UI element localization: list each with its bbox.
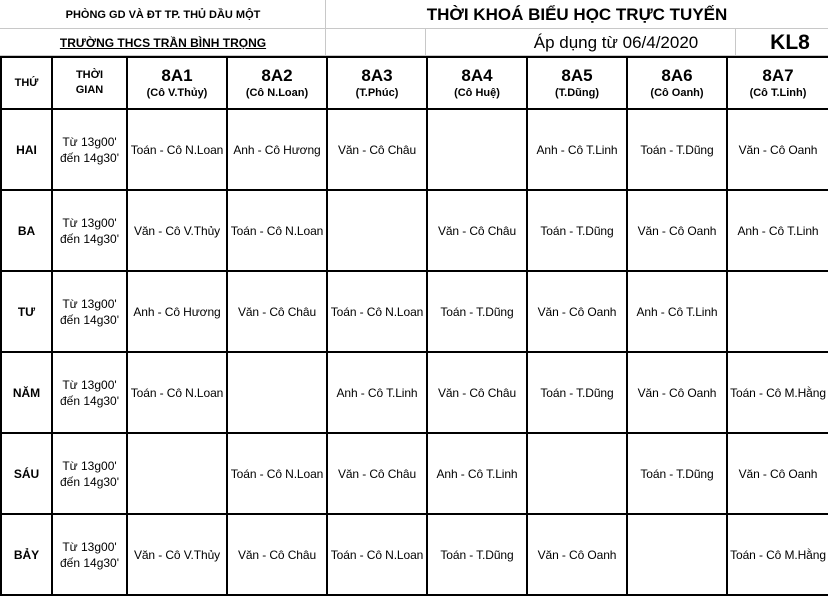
class-name: 8A5	[561, 66, 593, 85]
lesson-cell: Toán - Cô N.Loan	[327, 271, 427, 352]
lesson-cell: Toán - T.Dũng	[427, 271, 527, 352]
lesson-cell: Toán - T.Dũng	[627, 433, 727, 514]
lesson-cell: Văn - Cô Châu	[327, 433, 427, 514]
table-row	[1, 514, 828, 595]
lesson-cell: Toán - Cô N.Loan	[127, 109, 227, 190]
time-range	[52, 514, 127, 595]
lesson-cell: Toán - T.Dũng	[427, 514, 527, 595]
class-teacher: (T.Dũng)	[555, 87, 599, 99]
time-end: đến 14g30'	[59, 150, 119, 165]
class-name: 8A6	[661, 66, 693, 85]
class-column-header	[527, 57, 627, 109]
lesson-cell	[427, 109, 527, 190]
lesson-cell	[227, 352, 327, 433]
class-column-header	[627, 57, 727, 109]
grade-code: KL8	[770, 30, 810, 54]
department-name: PHÒNG GD VÀ ĐT TP. THỦ DẦU MỘT	[65, 8, 261, 21]
time-end: đến 14g30'	[59, 393, 119, 408]
class-name: 8A1	[161, 66, 193, 85]
lesson-cell: Văn - Cô Châu	[227, 271, 327, 352]
lesson-cell: Toán - T.Dũng	[527, 352, 627, 433]
class-column-header	[327, 57, 427, 109]
time-start: Từ 13g00'	[62, 215, 117, 230]
lesson-cell: Văn - Cô Oanh	[527, 271, 627, 352]
class-name: 8A2	[261, 66, 293, 85]
time-column-header	[52, 57, 127, 109]
lesson-cell: Văn - Cô Châu	[327, 109, 427, 190]
time-start: Từ 13g00'	[62, 377, 117, 392]
lesson-cell: Văn - Cô Châu	[427, 352, 527, 433]
lesson-cell: Văn - Cô Oanh	[527, 514, 627, 595]
timetable-body	[1, 109, 828, 595]
class-column-header	[727, 57, 828, 109]
time-end: đến 14g30'	[59, 555, 119, 570]
class-name: 8A3	[361, 66, 393, 85]
time-range	[52, 109, 127, 190]
class-teacher: (Cô V.Thủy)	[146, 87, 208, 99]
table-row	[1, 109, 828, 190]
time-start: Từ 13g00'	[62, 458, 117, 473]
lesson-cell: Văn - Cô Châu	[227, 514, 327, 595]
table-row	[1, 271, 828, 352]
time-header-line: THỜI	[75, 69, 104, 81]
day-label: BA	[1, 190, 52, 271]
class-teacher: (Cô Oanh)	[650, 87, 704, 99]
time-header-line: GIAN	[75, 84, 104, 96]
lesson-cell: Văn - Cô Oanh	[727, 109, 828, 190]
time-end: đến 14g30'	[59, 312, 119, 327]
class-column-header	[227, 57, 327, 109]
day-label: NĂM	[1, 352, 52, 433]
lesson-cell: Toán - Cô N.Loan	[227, 433, 327, 514]
lesson-cell	[327, 190, 427, 271]
time-range	[52, 433, 127, 514]
time-end: đến 14g30'	[59, 231, 119, 246]
time-end: đến 14g30'	[59, 474, 119, 489]
lesson-cell: Anh - Cô T.Linh	[427, 433, 527, 514]
page-title: THỜI KHOÁ BIỂU HỌC TRỰC TUYẾN	[426, 4, 728, 24]
class-teacher: (Cô Huệ)	[454, 87, 500, 99]
time-start: Từ 13g00'	[62, 134, 117, 149]
lesson-cell: Toán - T.Dũng	[627, 109, 727, 190]
time-start: Từ 13g00'	[62, 539, 117, 554]
applied-date: Áp dụng từ 06/4/2020	[533, 32, 699, 52]
class-name: 8A4	[461, 66, 493, 85]
lesson-cell: Văn - Cô V.Thủy	[127, 514, 227, 595]
lesson-cell: Văn - Cô Oanh	[727, 433, 828, 514]
lesson-cell: Anh - Cô T.Linh	[527, 109, 627, 190]
day-label: BẢY	[1, 514, 52, 595]
lesson-cell	[627, 514, 727, 595]
timetable-grid	[0, 56, 828, 596]
day-label: HAI	[1, 109, 52, 190]
lesson-cell: Anh - Cô Hương	[127, 271, 227, 352]
lesson-cell: Anh - Cô T.Linh	[327, 352, 427, 433]
lesson-cell: Toán - Cô M.Hằng	[727, 352, 828, 433]
time-start: Từ 13g00'	[62, 296, 117, 311]
lesson-cell: Toán - Cô N.Loan	[227, 190, 327, 271]
lesson-cell: Anh - Cô Hương	[227, 109, 327, 190]
day-column-header: THỨ	[1, 57, 52, 109]
lesson-cell	[727, 271, 828, 352]
class-teacher: (T.Phúc)	[355, 87, 399, 99]
lesson-cell	[127, 433, 227, 514]
lesson-cell: Toán - Cô N.Loan	[327, 514, 427, 595]
lesson-cell: Anh - Cô T.Linh	[627, 271, 727, 352]
lesson-cell: Văn - Cô V.Thủy	[127, 190, 227, 271]
time-range	[52, 352, 127, 433]
time-range	[52, 190, 127, 271]
table-row	[1, 352, 828, 433]
lesson-cell: Toán - Cô M.Hằng	[727, 514, 828, 595]
table-row	[1, 433, 828, 514]
class-name: 8A7	[762, 66, 794, 85]
day-label: SÁU	[1, 433, 52, 514]
header-row	[1, 57, 828, 109]
day-label: TƯ	[1, 271, 52, 352]
class-column-header	[127, 57, 227, 109]
table-row	[1, 190, 828, 271]
school-name: TRƯỜNG THCS TRẦN BÌNH TRỌNG	[59, 35, 267, 50]
class-teacher: (Cô T.Linh)	[749, 87, 807, 99]
lesson-cell: Toán - T.Dũng	[527, 190, 627, 271]
class-teacher: (Cô N.Loan)	[245, 87, 309, 99]
time-range	[52, 271, 127, 352]
lesson-cell	[527, 433, 627, 514]
lesson-cell: Văn - Cô Oanh	[627, 352, 727, 433]
class-column-header	[427, 57, 527, 109]
lesson-cell: Toán - Cô N.Loan	[127, 352, 227, 433]
sheet-header	[0, 0, 828, 56]
lesson-cell: Văn - Cô Oanh	[627, 190, 727, 271]
lesson-cell: Văn - Cô Châu	[427, 190, 527, 271]
lesson-cell: Anh - Cô T.Linh	[727, 190, 828, 271]
